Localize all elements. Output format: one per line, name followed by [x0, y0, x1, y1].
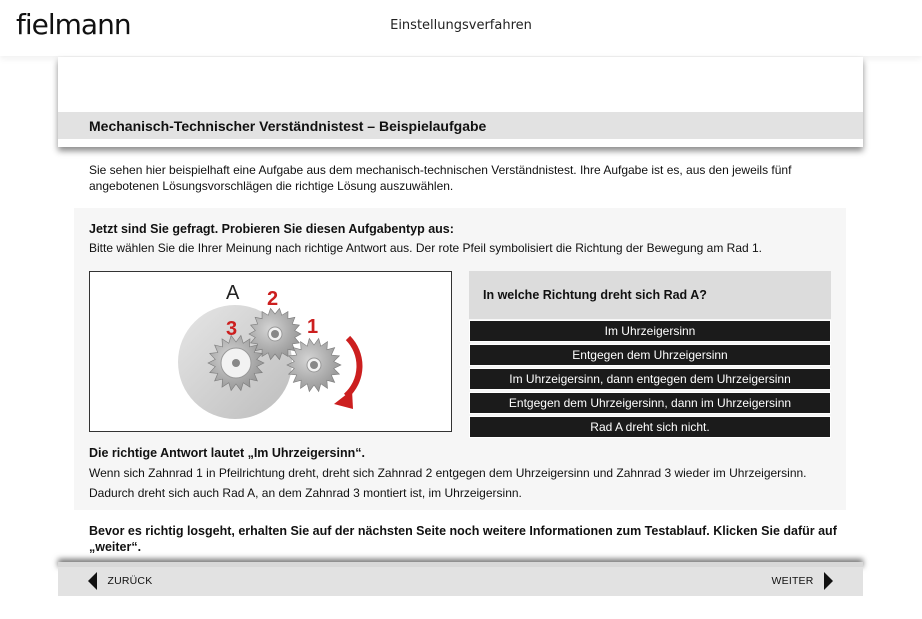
answer-heading: Die richtige Antwort lautet „Im Uhrzeigersinn“.	[89, 446, 365, 460]
gear-2-axle	[271, 330, 279, 338]
example-box	[74, 208, 846, 510]
gear-3-axle	[232, 359, 240, 367]
footer-nav	[58, 567, 863, 596]
answer-options	[469, 320, 831, 440]
label-2: 2	[267, 288, 279, 310]
closing-text: Bevor es richtig losgeht, erhalten Sie auf der nächsten Seite noch weitere Informationen zum Testablauf. Klicken Sie dafür auf „weiter“.	[89, 524, 837, 554]
option-no-rotation[interactable]: Rad A dreht sich nicht.	[469, 416, 831, 438]
header-card	[58, 57, 863, 147]
label-a: A	[226, 282, 240, 304]
direction-arrow-shaft	[346, 338, 359, 396]
answer-explanation: Wenn sich Zahnrad 1 in Pfeilrichtung dreht, dreht sich Zahnrad 2 entgegen dem Uhrzeigersinn und Zahnrad 3 wieder im Uhrzeigersinn. Dadurch dreht sich auch Rad A, an dem Zahnrad 3 montiert ist, im Uhrzeigersinn.	[89, 466, 807, 500]
arrow-right-icon	[824, 572, 833, 590]
question-panel	[469, 271, 831, 319]
gear-1-axle	[310, 361, 318, 369]
fielmann-logo[interactable]: fielmann	[16, 8, 131, 41]
example-instruction: Bitte wählen Sie die Ihrer Meinung nach richtige Antwort aus. Der rote Pfeil symbolisiert die Richtung der Bewegung am Rad 1.	[89, 241, 763, 255]
example-heading: Jetzt sind Sie gefragt. Probieren Sie diesen Aufgabentyp aus:	[89, 222, 454, 236]
option-clockwise-then-counter[interactable]: Im Uhrzeigersinn, dann entgegen dem Uhrzeigersinn	[469, 368, 831, 390]
next-label: WEITER	[771, 575, 814, 587]
arrow-left-icon	[88, 572, 97, 590]
option-counterclockwise[interactable]: Entgegen dem Uhrzeigersinn	[469, 344, 831, 366]
page-title: Mechanisch-Technischer Verständnistest – Beispielaufgabe	[89, 118, 487, 134]
gear-illustration	[90, 272, 451, 431]
next-button[interactable]	[772, 572, 833, 591]
back-button[interactable]	[88, 572, 152, 591]
process-title: Einstellungsverfahren	[390, 18, 532, 33]
back-label: ZURÜCK	[107, 575, 153, 587]
option-clockwise[interactable]: Im Uhrzeigersinn	[469, 320, 831, 342]
top-bar	[0, 0, 922, 56]
direction-arrow-icon	[334, 390, 353, 409]
label-3: 3	[226, 318, 238, 340]
question-text: In welche Richtung dreht sich Rad A?	[483, 288, 707, 302]
option-counter-then-clockwise[interactable]: Entgegen dem Uhrzeigersinn, dann im Uhrzeigersinn	[469, 392, 831, 414]
gear-figure	[89, 271, 452, 432]
page-title-band	[58, 112, 863, 139]
label-1: 1	[307, 316, 319, 338]
intro-text: Sie sehen hier beispielhaft eine Aufgabe aus dem mechanisch-technischen Verständnistest. Ihre Aufgabe ist es, aus den jeweils fünf angebotenen Lösungsvorschlägen die richtige Lösung auszuwählen.	[89, 163, 792, 193]
